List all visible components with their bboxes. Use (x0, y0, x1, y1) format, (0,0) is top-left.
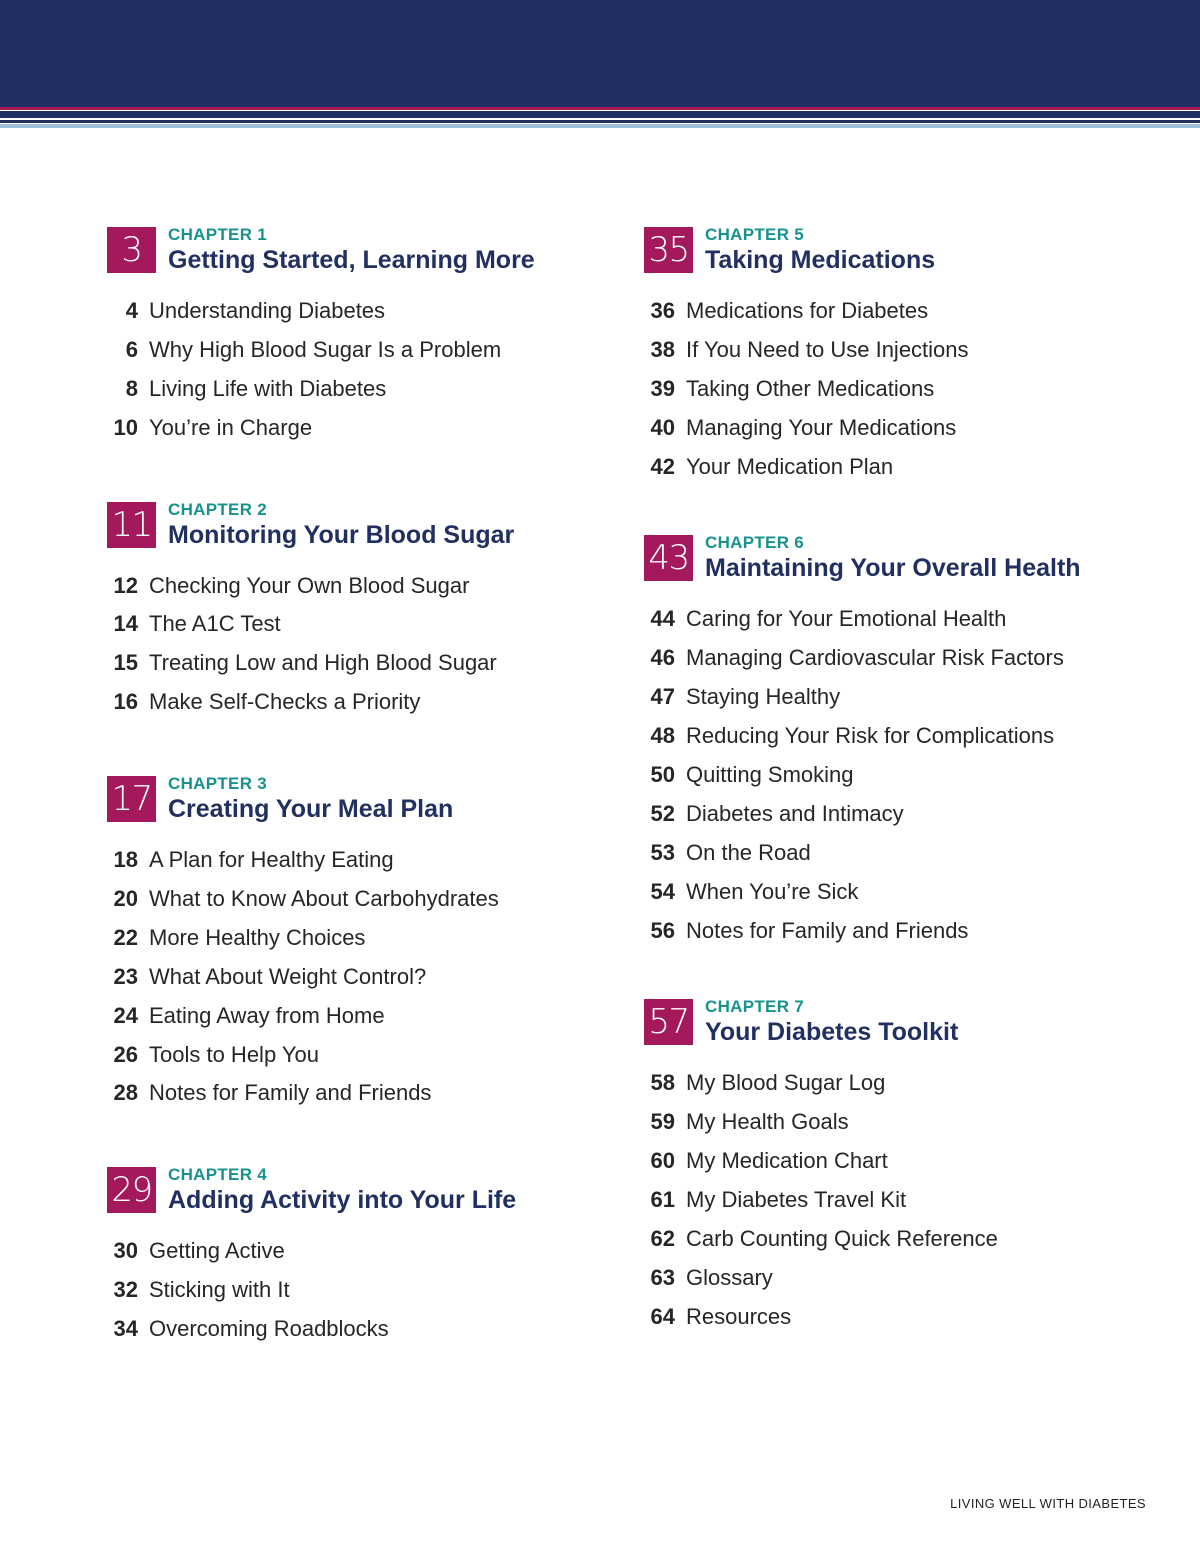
toc-entry-title: Resources (686, 1303, 792, 1329)
chapter-header[interactable] (107, 499, 637, 551)
toc-entry-list (644, 292, 1174, 486)
header-rule-navy-thin (0, 120, 1200, 123)
toc-entry-list (107, 841, 637, 1113)
chapter-section (644, 224, 1174, 486)
toc-entry-title: The A1C Test (149, 611, 281, 637)
toc-entry-page-number: 18 (113, 847, 138, 873)
toc-entry-page-number: 64 (650, 1303, 675, 1329)
chapter-section (107, 1164, 637, 1349)
chapter-number-label: CHAPTER 1 (168, 225, 268, 244)
toc-entry[interactable] (644, 717, 1174, 756)
chapter-title: Creating Your Meal Plan (168, 795, 454, 824)
toc-entry-page-number: 12 (113, 572, 138, 598)
toc-entry-title: Medications for Diabetes (686, 298, 929, 323)
chapter-title: Monitoring Your Blood Sugar (168, 520, 515, 549)
toc-entry[interactable] (644, 639, 1174, 678)
toc-entry-page-number: 36 (650, 298, 675, 323)
chapter-section (644, 532, 1174, 950)
toc-entry[interactable] (107, 605, 637, 644)
toc-entry-list (644, 1064, 1174, 1336)
toc-entry[interactable] (644, 1298, 1174, 1337)
toc-entry-title: Eating Away from Home (149, 1002, 385, 1028)
toc-entry-page-number: 50 (650, 762, 675, 788)
toc-entry[interactable] (107, 331, 637, 370)
toc-entry[interactable] (107, 292, 637, 331)
toc-entry-page-number: 47 (650, 684, 675, 710)
toc-entry-page-number: 46 (650, 645, 675, 671)
toc-entry-page-number: 44 (650, 606, 675, 632)
toc-entry-page-number: 22 (113, 924, 138, 950)
toc-entry-page-number: 42 (650, 453, 675, 479)
toc-entry-title: If You Need to Use Injections (686, 336, 969, 362)
chapter-title: Maintaining Your Overall Health (705, 554, 1081, 583)
toc-entry-title: Understanding Diabetes (149, 298, 386, 323)
toc-entry-title: Glossary (686, 1264, 773, 1290)
toc-entry-page-number: 24 (113, 1002, 138, 1028)
chapter-number-label: CHAPTER 4 (168, 1165, 268, 1185)
toc-entry[interactable] (644, 331, 1174, 370)
toc-entry-page-number: 52 (650, 800, 675, 826)
toc-entry[interactable] (107, 644, 637, 683)
toc-entry[interactable] (107, 958, 637, 997)
toc-entry-title: Overcoming Roadblocks (149, 1316, 389, 1342)
toc-entry-page-number: 20 (113, 886, 138, 912)
toc-entry[interactable] (107, 1310, 637, 1349)
toc-entry[interactable] (644, 600, 1174, 639)
toc-entry-title: What About Weight Control? (149, 963, 427, 989)
toc-entry-title: What to Know About Carbohydrates (149, 886, 499, 912)
chapter-header[interactable] (107, 1164, 637, 1216)
toc-entry-page-number: 4 (125, 298, 138, 323)
toc-entry[interactable] (644, 1064, 1174, 1103)
toc-entry[interactable] (107, 1074, 637, 1113)
toc-entry[interactable] (644, 912, 1174, 951)
header-band (0, 0, 1200, 108)
toc-entry-title: Notes for Family and Friends (149, 1080, 432, 1106)
toc-entry-title: Taking Other Medications (686, 375, 935, 401)
toc-entry-title: Checking Your Own Blood Sugar (149, 572, 470, 598)
toc-entry-title: Notes for Family and Friends (686, 917, 969, 943)
toc-entry[interactable] (644, 448, 1174, 487)
toc-entry-page-number: 10 (113, 414, 138, 440)
toc-entry-page-number: 54 (650, 878, 675, 904)
toc-entry-page-number: 14 (113, 611, 138, 637)
toc-entry-title: On the Road (686, 839, 811, 865)
toc-entry[interactable] (644, 834, 1174, 873)
toc-entry[interactable] (107, 880, 637, 919)
toc-entry[interactable] (644, 292, 1174, 331)
toc-entry-title: Your Medication Plan (686, 453, 894, 479)
chapter-number-label: CHAPTER 7 (705, 997, 805, 1017)
chapter-section (644, 996, 1174, 1336)
toc-column-left (107, 224, 637, 1400)
chapter-section (107, 499, 637, 723)
toc-entry-list (107, 292, 637, 448)
toc-entry-page-number: 59 (650, 1109, 675, 1135)
toc-entry-page-number: 62 (650, 1226, 675, 1252)
toc-entry[interactable] (644, 1220, 1174, 1259)
toc-entry[interactable] (107, 1271, 637, 1310)
chapter-number-label: CHAPTER 6 (705, 533, 805, 553)
toc-entry[interactable] (644, 873, 1174, 912)
header-rule-magenta (0, 107, 1200, 110)
footer-title: LIVING WELL WITH DIABETES (950, 1496, 1146, 1511)
toc-entry[interactable] (644, 1142, 1174, 1181)
toc-entry-page-number: 8 (125, 375, 138, 401)
chapter-start-page-badge: 29 (107, 1167, 156, 1213)
toc-entry-page-number: 38 (650, 336, 675, 362)
toc-entry-title: Managing Your Medications (686, 414, 957, 440)
toc-entry-page-number: 30 (113, 1238, 138, 1264)
toc-entry[interactable] (107, 841, 637, 880)
toc-entry-page-number: 56 (650, 917, 675, 943)
toc-entry-page-number: 63 (650, 1264, 675, 1290)
toc-entry[interactable] (107, 1036, 637, 1075)
toc-entry-title: Caring for Your Emotional Health (686, 606, 1007, 632)
toc-entry-title: A Plan for Healthy Eating (149, 847, 394, 873)
toc-entry[interactable] (107, 409, 637, 448)
toc-entry-title: My Blood Sugar Log (686, 1070, 886, 1096)
toc-entry-page-number: 23 (113, 963, 138, 989)
toc-entry-page-number: 39 (650, 375, 675, 401)
toc-entry[interactable] (644, 409, 1174, 448)
chapter-start-page-badge: 11 (107, 502, 156, 548)
chapter-header[interactable] (107, 224, 637, 276)
toc-entry-page-number: 53 (650, 839, 675, 865)
chapter-start-page-badge: 43 (644, 535, 693, 581)
toc-entry[interactable] (107, 567, 637, 606)
toc-entry-title: Managing Cardiovascular Risk Factors (686, 645, 1064, 671)
toc-entry[interactable] (644, 756, 1174, 795)
toc-entry-list (107, 567, 637, 723)
toc-entry-page-number: 60 (650, 1148, 675, 1174)
toc-entry-page-number: 15 (113, 650, 138, 676)
toc-entry[interactable] (644, 370, 1174, 409)
toc-entry-title: My Health Goals (686, 1109, 849, 1135)
toc-entry-title: Treating Low and High Blood Sugar (149, 650, 497, 676)
chapter-header[interactable] (644, 996, 1174, 1048)
toc-entry-list (644, 600, 1174, 950)
chapter-start-page-badge: 57 (644, 999, 693, 1045)
toc-entry-page-number: 6 (125, 336, 138, 362)
toc-entry-title: Make Self-Checks a Priority (149, 689, 421, 715)
toc-entry-title: My Medication Chart (686, 1148, 888, 1174)
chapter-title: Adding Activity into Your Life (168, 1186, 517, 1215)
toc-entry-title: Getting Active (149, 1238, 285, 1264)
toc-entry-page-number: 34 (113, 1316, 138, 1342)
chapter-number-label: CHAPTER 2 (168, 499, 268, 519)
toc-entry-title: Why High Blood Sugar Is a Problem (149, 336, 502, 362)
toc-entry-title: Living Life with Diabetes (149, 375, 387, 401)
toc-column-right (644, 224, 1174, 1383)
toc-entry-page-number: 32 (113, 1277, 138, 1303)
toc-entry-title: Carb Counting Quick Reference (686, 1226, 998, 1252)
chapter-section (107, 773, 637, 1113)
toc-entry-title: Sticking with It (149, 1277, 290, 1303)
toc-entry[interactable] (107, 997, 637, 1036)
toc-entry-list (107, 1232, 637, 1349)
header-rule-navy (0, 111, 1200, 118)
chapter-header[interactable] (107, 773, 637, 825)
toc-entry[interactable] (107, 919, 637, 958)
toc-entry[interactable] (644, 1259, 1174, 1298)
toc-entry[interactable] (644, 1103, 1174, 1142)
chapter-section (107, 224, 637, 448)
toc-entry[interactable] (644, 1181, 1174, 1220)
chapter-start-page-badge: 17 (107, 776, 156, 822)
toc-entry-page-number: 58 (650, 1070, 675, 1096)
header-rule-light-blue (0, 124, 1200, 128)
toc-entry-title: Staying Healthy (686, 684, 841, 710)
toc-entry-title: Tools to Help You (149, 1041, 320, 1067)
toc-entry-title: Diabetes and Intimacy (686, 800, 904, 826)
chapter-header[interactable] (644, 224, 1174, 276)
chapter-header[interactable] (644, 532, 1174, 584)
toc-entry[interactable] (644, 678, 1174, 717)
toc-entry-page-number: 61 (650, 1187, 675, 1213)
chapter-start-page-badge: 3 (107, 227, 156, 273)
toc-entry-title: More Healthy Choices (149, 924, 366, 950)
chapter-start-page-badge: 35 (644, 227, 693, 273)
toc-entry-title: When You’re Sick (686, 878, 859, 904)
toc-entry-title: You’re in Charge (149, 414, 313, 440)
chapter-title: Your Diabetes Toolkit (705, 1018, 959, 1047)
chapter-title: Taking Medications (705, 246, 936, 274)
toc-entry[interactable] (644, 795, 1174, 834)
toc-entry-page-number: 16 (113, 689, 138, 715)
toc-entry[interactable] (107, 370, 637, 409)
toc-entry-page-number: 28 (113, 1080, 138, 1106)
chapter-title: Getting Started, Learning More (168, 246, 535, 274)
toc-entry-title: My Diabetes Travel Kit (686, 1187, 907, 1213)
toc-entry-title: Reducing Your Risk for Complications (686, 723, 1055, 749)
toc-entry-page-number: 48 (650, 723, 675, 749)
chapter-number-label: CHAPTER 3 (168, 774, 268, 794)
chapter-number-label: CHAPTER 5 (705, 225, 805, 244)
toc-entry[interactable] (107, 1232, 637, 1271)
toc-entry-title: Quitting Smoking (686, 762, 854, 788)
toc-entry[interactable] (107, 683, 637, 722)
toc-entry-page-number: 26 (113, 1041, 138, 1067)
toc-entry-page-number: 40 (650, 414, 675, 440)
